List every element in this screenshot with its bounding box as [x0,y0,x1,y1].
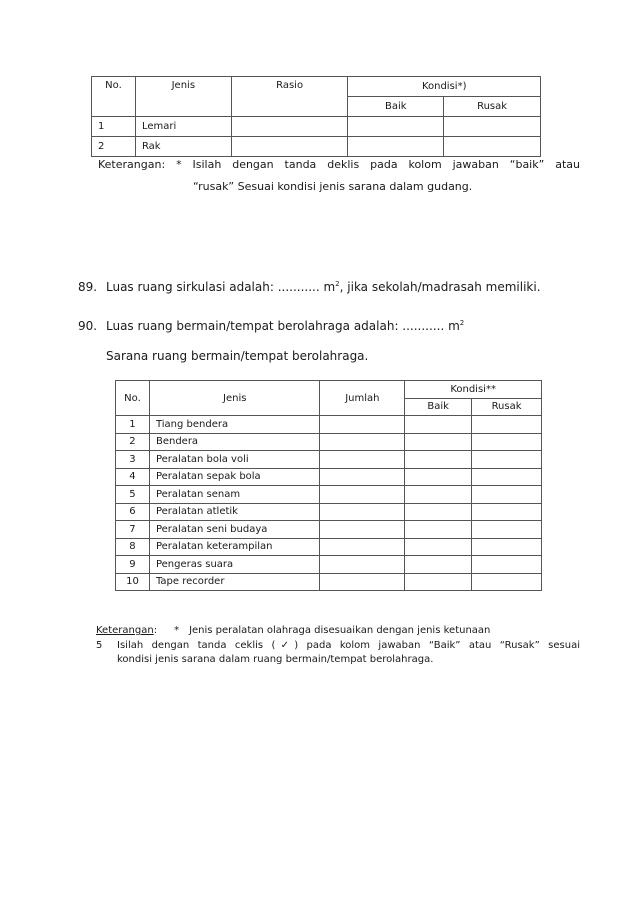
row-jenis: Peralatan seni budaya [149,521,320,539]
header-jenis: Jenis [149,381,320,416]
row-no: 4 [116,468,150,486]
q89-text-before: Luas ruang sirkulasi adalah: ........... m [106,280,336,294]
row-no: 10 [116,573,150,591]
note2-line2: Isilah dengan tanda ceklis (✓) pada kolom jawaban “Baik” atau “Rusak” sesuai [117,640,580,651]
table-row [116,468,542,486]
header-baik: Baik [405,398,472,416]
baik-cell[interactable] [405,416,472,434]
header-rusak: Rusak [444,97,541,117]
baik-cell[interactable] [405,556,472,574]
header-no: No. [92,77,136,117]
baik-cell[interactable] [405,433,472,451]
note1-line2: “rusak” Sesuai kondisi jenis sarana dalam gudang. [193,180,473,193]
q89-sup: 2 [335,280,340,288]
baik-cell[interactable] [405,503,472,521]
baik-cell[interactable] [405,468,472,486]
jumlah-cell[interactable] [320,468,405,486]
row-jenis: Rak [135,137,231,157]
header-kondisi: Kondisi** [405,381,542,399]
q89-text [106,280,541,294]
row-jenis: Peralatan atletik [149,503,320,521]
rusak-cell[interactable] [472,433,542,451]
row-jenis: Pengeras suara [149,556,320,574]
row-jenis: Peralatan senam [149,486,320,504]
row-jenis: Peralatan sepak bola [149,468,320,486]
table-row [116,521,542,539]
baik-cell[interactable] [405,451,472,469]
row-no: 9 [116,556,150,574]
header-rusak: Rusak [472,398,542,416]
note2-colon: : [153,625,158,636]
note2-star: * [174,625,180,636]
baik-cell[interactable] [348,117,444,137]
rusak-cell[interactable] [444,117,541,137]
row-no: 3 [116,451,150,469]
baik-cell[interactable] [405,538,472,556]
row-jenis: Tiang bendera [149,416,320,434]
note2-label: Keterangan [96,625,154,636]
header-kondisi: Kondisi*) [348,77,541,97]
table-row [116,433,542,451]
table-row [116,416,542,434]
row-no: 8 [116,538,150,556]
row-jenis: Peralatan keterampilan [149,538,320,556]
rusak-cell[interactable] [472,538,542,556]
table-row [116,503,542,521]
baik-cell[interactable] [348,137,444,157]
sarana-bermain-table [115,380,542,591]
baik-cell[interactable] [405,521,472,539]
jumlah-cell[interactable] [320,416,405,434]
table-row [116,538,542,556]
rusak-cell[interactable] [472,556,542,574]
baik-cell[interactable] [405,573,472,591]
row-no: 5 [116,486,150,504]
note1-line1: Keterangan: * Isilah dengan tanda deklis pada kolom jawaban “baik” atau [98,158,580,171]
q90-text-before: Luas ruang bermain/tempat berolahraga adalah: ........... m [106,319,460,333]
jumlah-cell[interactable] [320,538,405,556]
q89-text-after: , jika sekolah/madrasah memiliki. [339,280,541,294]
table-row [116,556,542,574]
rusak-cell[interactable] [472,416,542,434]
rasio-cell[interactable] [231,117,348,137]
header-jenis: Jenis [135,77,231,117]
rusak-cell[interactable] [472,486,542,504]
note2-num: 5 [96,640,103,651]
jumlah-cell[interactable] [320,433,405,451]
row-jenis: Bendera [149,433,320,451]
jumlah-cell[interactable] [320,521,405,539]
row-no: 6 [116,503,150,521]
q90-subtitle: Sarana ruang bermain/tempat berolahraga. [106,349,369,363]
row-no: 1 [116,416,150,434]
table-row [116,486,542,504]
rusak-cell[interactable] [444,137,541,157]
table-row [92,137,541,157]
row-jenis: Tape recorder [149,573,320,591]
row-jenis: Peralatan bola voli [149,451,320,469]
rasio-cell[interactable] [231,137,348,157]
table-row [116,573,542,591]
rusak-cell[interactable] [472,521,542,539]
jumlah-cell[interactable] [320,573,405,591]
note2-line3: kondisi jenis sarana dalam ruang bermain/tempat berolahraga. [117,654,434,665]
rusak-cell[interactable] [472,451,542,469]
table-row [92,117,541,137]
q90-text [106,319,464,333]
q90-number: 90. [78,319,98,333]
row-no: 1 [92,117,136,137]
baik-cell[interactable] [405,486,472,504]
row-no: 7 [116,521,150,539]
jumlah-cell[interactable] [320,451,405,469]
note2-line1 [96,625,490,636]
row-no: 2 [116,433,150,451]
row-jenis: Lemari [135,117,231,137]
table-row [116,451,542,469]
jumlah-cell[interactable] [320,486,405,504]
header-no: No. [116,381,150,416]
rusak-cell[interactable] [472,468,542,486]
rusak-cell[interactable] [472,503,542,521]
rusak-cell[interactable] [472,573,542,591]
q90-sup: 2 [459,319,465,327]
header-jumlah: Jumlah [320,381,405,416]
note2-text1: Jenis peralatan olahraga disesuaikan dengan jenis ketunaan [189,625,491,636]
sarana-gudang-table [91,76,541,157]
row-no: 2 [92,137,136,157]
jumlah-cell[interactable] [320,503,405,521]
jumlah-cell[interactable] [320,556,405,574]
q89-number: 89. [78,280,98,294]
header-baik: Baik [348,97,444,117]
header-rasio: Rasio [231,77,348,117]
